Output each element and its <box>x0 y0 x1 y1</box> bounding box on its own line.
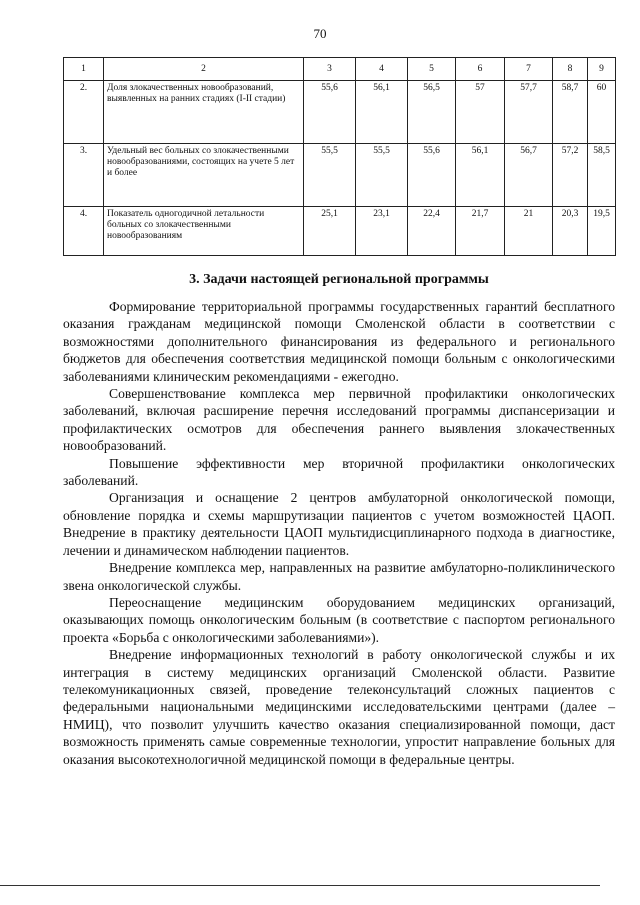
value-cell: 60 <box>588 81 616 144</box>
value-cell: 56,1 <box>356 81 408 144</box>
value-cell: 55,6 <box>408 144 456 207</box>
value-cell: 57,2 <box>553 144 588 207</box>
table-header-cell: 9 <box>588 58 616 81</box>
value-cell: 21 <box>505 207 553 256</box>
indicators-table <box>63 57 616 256</box>
table-header-cell: 1 <box>64 58 104 81</box>
value-cell: 58,5 <box>588 144 616 207</box>
table-row <box>64 207 616 256</box>
table-row <box>64 144 616 207</box>
paragraph: Организация и оснащение 2 центров амбулаторной онкологической помощи, обновление порядка и схемы маршрутизации пациентов с учетом возможностей ЦАОП. Внедрение в практику деятельности ЦАОП мультидисциплинарного подхода в диагностике, лечении и динамическом наблюдении пациентов. <box>63 490 615 558</box>
paragraph: Внедрение комплекса мер, направленных на развитие амбулаторно-поликлинического звена онкологической службы. <box>63 560 615 593</box>
table-header-cell: 5 <box>408 58 456 81</box>
row-number: 3. <box>64 144 104 207</box>
value-cell: 22,4 <box>408 207 456 256</box>
value-cell: 23,1 <box>356 207 408 256</box>
indicator-name: Доля злокачественных новообразований, выявленных на ранних стадиях (I-II стадии) <box>104 81 304 144</box>
row-number: 2. <box>64 81 104 144</box>
table-header-cell: 3 <box>304 58 356 81</box>
table-row <box>64 81 616 144</box>
value-cell: 20,3 <box>553 207 588 256</box>
paragraph: Совершенствование комплекса мер первичной профилактики онкологических заболеваний, включая расширение перечня исследований программы диспансеризации и профилактических осмотров для обеспечения раннего выявления злокачественных новообразований. <box>63 386 615 454</box>
indicator-name: Показатель одногодичной летальности больных со злокачественными новообразованиям <box>104 207 304 256</box>
value-cell: 55,6 <box>304 81 356 144</box>
table-header-cell: 6 <box>456 58 505 81</box>
table-header-cell: 2 <box>104 58 304 81</box>
page-number: 70 <box>313 26 327 41</box>
indicator-name: Удельный вес больных со злокачественными новообразованиями, состоящих на учете 5 лет и более <box>104 144 304 207</box>
row-number: 4. <box>64 207 104 256</box>
value-cell: 57,7 <box>505 81 553 144</box>
value-cell: 25,1 <box>304 207 356 256</box>
paragraph: Переоснащение медицинским оборудованием медицинских организаций, оказывающих помощь онкологическим больным (в соответствие с паспортом регионального проекта «Борьба с онкологическими заболеваниями»). <box>63 594 615 645</box>
paragraph: Повышение эффективности мер вторичной профилактики онкологических заболеваний. <box>63 455 615 489</box>
paragraph: Формирование территориальной программы государственных гарантий бесплатного оказания гражданам медицинской помощи Смоленской области в соответствии с возможностями дополнительного финансирования из федерального и регионального бюджетов для обеспечения соответствия медицинской помощи больным с онкологическими заболеваниями клиническим рекомендациями - ежегодно. <box>63 299 615 384</box>
table-header-row <box>64 58 616 81</box>
value-cell: 58,7 <box>553 81 588 144</box>
table-header-cell: 8 <box>553 58 588 81</box>
table-header-cell: 4 <box>356 58 408 81</box>
paragraph: Внедрение информационных технологий в работу онкологической службы и их интеграция в систему медицинских организаций Смоленской области. Развитие телекомуникационных связей, проведение телеконсультаций сложных пациентов с федеральными национальными медицинскими исследовательскими центрами (далее – НМИЦ), что позволит улучшить качество оказания специализированной помощи, даст возможность применять самые современные технологии, упростит направление больных для оказания высокотехнологичной медицинской помощи в федеральные центры. <box>63 647 615 767</box>
value-cell: 57 <box>456 81 505 144</box>
value-cell: 56,1 <box>456 144 505 207</box>
section-heading: 3. Задачи настоящей региональной программы <box>189 272 489 287</box>
value-cell: 55,5 <box>356 144 408 207</box>
section-body <box>63 298 615 768</box>
table-header-cell: 7 <box>505 58 553 81</box>
value-cell: 56,5 <box>408 81 456 144</box>
value-cell: 55,5 <box>304 144 356 207</box>
footer-divider <box>0 885 600 886</box>
value-cell: 56,7 <box>505 144 553 207</box>
value-cell: 21,7 <box>456 207 505 256</box>
value-cell: 19,5 <box>588 207 616 256</box>
